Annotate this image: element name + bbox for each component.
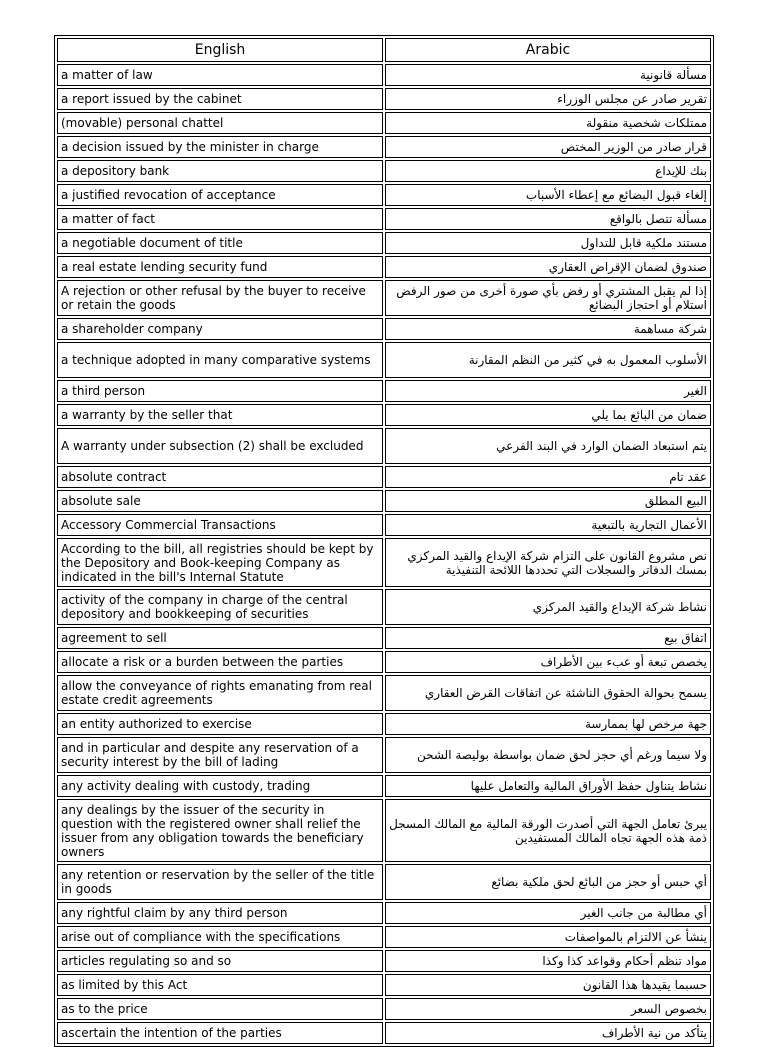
english-term: any activity dealing with custody, trading xyxy=(57,775,383,797)
table-row xyxy=(57,864,711,900)
english-term: any rightful claim by any third person xyxy=(57,902,383,924)
table-row xyxy=(57,184,711,206)
header-row xyxy=(57,38,711,62)
table-row xyxy=(57,538,711,587)
arabic-term: مستند ملكية قابل للتداول xyxy=(385,232,711,254)
table-row xyxy=(57,1022,711,1044)
arabic-term: يسمح بحوالة الحقوق الناشئة عن اتفاقات القرض العقاري xyxy=(385,675,711,711)
english-term: a decision issued by the minister in charge xyxy=(57,136,383,158)
english-term: an entity authorized to exercise xyxy=(57,713,383,735)
table-row xyxy=(57,926,711,948)
table-row xyxy=(57,675,711,711)
arabic-term: مسألة قانونية xyxy=(385,64,711,86)
arabic-term: حسبما يقيدها هذا القانون xyxy=(385,974,711,996)
table-row xyxy=(57,589,711,625)
table-row xyxy=(57,136,711,158)
table-row xyxy=(57,256,711,278)
arabic-column-header: Arabic xyxy=(385,38,711,62)
table-row xyxy=(57,902,711,924)
arabic-term: يبرئ تعامل الجهة التي أصدرت الورقة المالية مع المالك المسجل ذمة هذه الجهة تجاه المالك المستفيدين xyxy=(385,799,711,862)
english-term: (movable) personal chattel xyxy=(57,112,383,134)
english-term: any retention or reservation by the seller of the title in goods xyxy=(57,864,383,900)
table-row xyxy=(57,799,711,862)
arabic-term: يتأكد من نية الأطراف xyxy=(385,1022,711,1044)
english-term: a third person xyxy=(57,380,383,402)
arabic-term: بخصوص السعر xyxy=(385,998,711,1020)
english-term: Accessory Commercial Transactions xyxy=(57,514,383,536)
table-row xyxy=(57,280,711,316)
english-term: a report issued by the cabinet xyxy=(57,88,383,110)
english-term: absolute sale xyxy=(57,490,383,512)
arabic-term: البيع المطلق xyxy=(385,490,711,512)
arabic-term: صندوق لضمان الإقراض العقاري xyxy=(385,256,711,278)
arabic-term: بنك للإيداع xyxy=(385,160,711,182)
english-term: absolute contract xyxy=(57,466,383,488)
english-term: activity of the company in charge of the central depository and bookkeeping of securities xyxy=(57,589,383,625)
arabic-term: إلغاء قبول البضائع مع إعطاء الأسباب xyxy=(385,184,711,206)
arabic-term: شركة مساهمة xyxy=(385,318,711,340)
english-term: a shareholder company xyxy=(57,318,383,340)
english-term: a real estate lending security fund xyxy=(57,256,383,278)
table-row xyxy=(57,490,711,512)
arabic-term: ولا سيما ورغم أي حجز لحق ضمان بواسطة بوليصة الشحن xyxy=(385,737,711,773)
english-term: allocate a risk or a burden between the parties xyxy=(57,651,383,673)
english-term: a justified revocation of acceptance xyxy=(57,184,383,206)
table-row xyxy=(57,208,711,230)
arabic-term: ممتلكات شخصية منقولة xyxy=(385,112,711,134)
table-row xyxy=(57,380,711,402)
arabic-term: الغير xyxy=(385,380,711,402)
english-term: any dealings by the issuer of the security in question with the registered owner shall relief the issuer from any obligation towards the beneficiary owners xyxy=(57,799,383,862)
english-term: A warranty under subsection (2) shall be excluded xyxy=(57,428,383,464)
arabic-term: نص مشروع القانون على التزام شركة الإيداع والقيد المركزي بمسك الدفاتر والسجلات التي تحددها اللائحة التنفيذية xyxy=(385,538,711,587)
arabic-term: إذا لم يقبل المشتري أو رفض بأي صورة أخرى من صور الرفض استلام أو احتجاز البضائع xyxy=(385,280,711,316)
english-term: ascertain the intention of the parties xyxy=(57,1022,383,1044)
english-term: as limited by this Act xyxy=(57,974,383,996)
english-term: a matter of law xyxy=(57,64,383,86)
glossary-table xyxy=(54,35,714,1047)
table-row xyxy=(57,627,711,649)
arabic-term: يخصص تبعة أو عبء بين الأطراف xyxy=(385,651,711,673)
english-column-header: English xyxy=(57,38,383,62)
arabic-term: مواد تنظم أحكام وقواعد كذا وكذا xyxy=(385,950,711,972)
english-term: arise out of compliance with the specifications xyxy=(57,926,383,948)
table-row xyxy=(57,342,711,378)
table-row xyxy=(57,950,711,972)
table-row xyxy=(57,88,711,110)
table-row xyxy=(57,160,711,182)
arabic-term: الأسلوب المعمول به في كثير من النظم المقارنة xyxy=(385,342,711,378)
table-row xyxy=(57,112,711,134)
english-term: and in particular and despite any reservation of a security interest by the bill of lading xyxy=(57,737,383,773)
arabic-term: نشاط يتناول حفظ الأوراق المالية والتعامل عليها xyxy=(385,775,711,797)
arabic-term: ضمان من البائع بما يلي xyxy=(385,404,711,426)
arabic-term: قرار صادر من الوزير المختص xyxy=(385,136,711,158)
arabic-term: مسألة تتصل بالواقع xyxy=(385,208,711,230)
table-row xyxy=(57,998,711,1020)
arabic-term: جهة مرخص لها بممارسة xyxy=(385,713,711,735)
arabic-term: اتفاق بيع xyxy=(385,627,711,649)
arabic-term: الأعمال التجارية بالتبعية xyxy=(385,514,711,536)
table-row xyxy=(57,775,711,797)
english-term: as to the price xyxy=(57,998,383,1020)
glossary-sheet xyxy=(54,35,714,1047)
table-row xyxy=(57,428,711,464)
table-row xyxy=(57,974,711,996)
english-term: a matter of fact xyxy=(57,208,383,230)
english-term: agreement to sell xyxy=(57,627,383,649)
arabic-term: أي حبس أو حجز من البائع لحق ملكية بضائع xyxy=(385,864,711,900)
arabic-term: ينشأ عن الالتزام بالمواصفات xyxy=(385,926,711,948)
arabic-term: عقد تام xyxy=(385,466,711,488)
table-row xyxy=(57,651,711,673)
table-row xyxy=(57,514,711,536)
table-row xyxy=(57,64,711,86)
table-row xyxy=(57,404,711,426)
english-term: According to the bill, all registries should be kept by the Depository and Book-keeping Company as indicated in the bill's Internal Statute xyxy=(57,538,383,587)
table-row xyxy=(57,232,711,254)
table-row xyxy=(57,713,711,735)
english-term: allow the conveyance of rights emanating from real estate credit agreements xyxy=(57,675,383,711)
arabic-term: يتم استبعاد الضمان الوارد في البند الفرعي xyxy=(385,428,711,464)
table-row xyxy=(57,466,711,488)
table-row xyxy=(57,318,711,340)
table-row xyxy=(57,737,711,773)
english-term: a negotiable document of title xyxy=(57,232,383,254)
arabic-term: نشاط شركة الإيداع والقيد المركزي xyxy=(385,589,711,625)
english-term: A rejection or other refusal by the buyer to receive or retain the goods xyxy=(57,280,383,316)
english-term: a depository bank xyxy=(57,160,383,182)
english-term: articles regulating so and so xyxy=(57,950,383,972)
english-term: a warranty by the seller that xyxy=(57,404,383,426)
arabic-term: أي مطالبة من جانب الغير xyxy=(385,902,711,924)
english-term: a technique adopted in many comparative systems xyxy=(57,342,383,378)
arabic-term: تقرير صادر عن مجلس الوزراء xyxy=(385,88,711,110)
